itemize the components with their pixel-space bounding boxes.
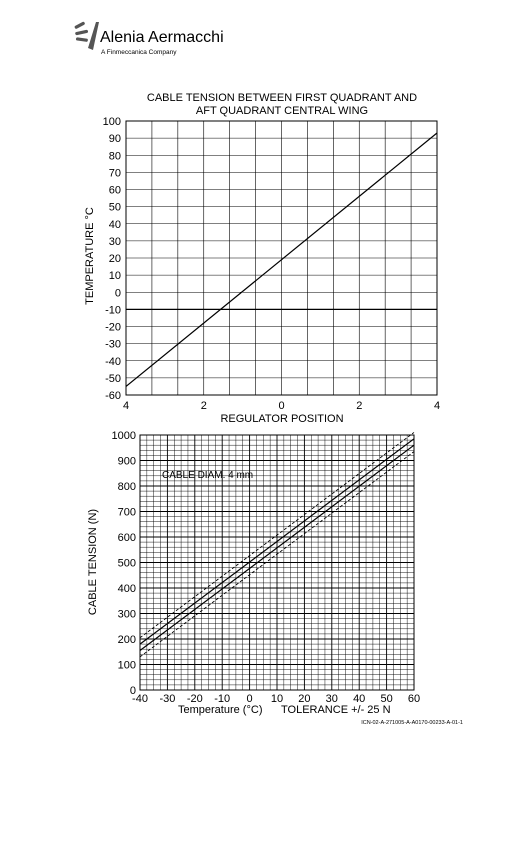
chart2-y-tick-label: 200: [117, 634, 136, 646]
chart2-x-tick-label: 20: [298, 693, 311, 705]
chart2-y-tick-label: 400: [117, 583, 136, 595]
chart2-x-tick-label: 0: [246, 693, 253, 705]
chart1-y-tick-label: 100: [102, 116, 121, 128]
chart1-y-tick-label: 80: [108, 150, 121, 163]
cable-tension-chart: [87, 430, 420, 716]
chart1-x-axis-label: REGULATOR POSITION: [220, 413, 344, 425]
chart2-y-tick-label: 800: [117, 481, 136, 493]
chart1-x-tick-label: 2: [200, 400, 207, 412]
chart1-y-tick-label: -40: [105, 355, 121, 368]
chart2-y-tick-label: 100: [117, 659, 136, 672]
chart1-x-tick-labels: [123, 400, 440, 412]
chart2-y-tick-label: 600: [117, 532, 136, 544]
chart2-x-tick-label: -20: [186, 693, 203, 705]
chart1-x-tick-label: 4: [433, 400, 441, 412]
chart2-y-tick-labels: [112, 430, 136, 697]
chart2-x-tick-label: -10: [214, 693, 231, 705]
chart2-cable-diam-annotation: CABLE DIAM. 4 mm: [162, 470, 254, 481]
chart1-y-tick-labels: [103, 116, 121, 402]
chart2-x-tick-label: 50: [380, 693, 393, 705]
chart1-y-tick-label: 90: [108, 133, 121, 146]
chart2-x-tick-label: 30: [325, 693, 338, 705]
chart2-y-tick-label: 700: [117, 506, 136, 519]
chart2-x-tick-label: 60: [407, 693, 421, 705]
chart1-x-tick-label: 4: [122, 400, 130, 412]
chart2-y-tick-label: 900: [117, 455, 136, 468]
chart2-y-tick-label: 500: [117, 557, 136, 570]
company-tagline: A Finmeccanica Company: [101, 49, 177, 56]
document-code: ICN-02-A-271005-A-A0170-00233-A-01-1: [361, 720, 463, 726]
chart1-y-tick-label: 30: [108, 235, 121, 248]
chart2-x-tick-label: -40: [132, 693, 148, 705]
chart1-y-tick-label: 20: [108, 253, 121, 265]
company-name: Alenia Aermacchi: [100, 29, 224, 46]
chart1-y-tick-label: -50: [105, 372, 121, 385]
chart1-y-tick-label: 40: [108, 218, 121, 231]
chart2-y-tick-label: 0: [129, 685, 136, 697]
chart1-title-line2: AFT QUADRANT CENTRAL WING: [195, 105, 369, 117]
chart1-x-tick-label: 0: [278, 400, 285, 412]
chart1-y-tick-label: -10: [105, 304, 121, 317]
chart1-x-tick-label: 2: [356, 400, 363, 412]
chart1-y-axis-label: TEMPERATURE °C: [84, 207, 96, 305]
chart1-y-tick-label: -30: [105, 338, 121, 351]
chart2-x-tick-label: 10: [270, 693, 284, 705]
chart2-y-axis-label: CABLE TENSION (N): [87, 508, 99, 616]
chart2-x-tick-label: 40: [353, 693, 366, 705]
chart2-y-tick-label: 1000: [111, 430, 136, 442]
chart1-y-tick-label: 70: [108, 167, 121, 180]
chart1-title-line1: CABLE TENSION BETWEEN FIRST QUADRANT AND: [146, 92, 418, 104]
chart1-grid: [126, 121, 437, 395]
temperature-regulator-chart: [84, 92, 440, 425]
chart1-y-tick-label: -20: [105, 321, 121, 334]
chart1-y-tick-label: -60: [105, 390, 121, 402]
chart1-y-tick-label: 50: [108, 201, 121, 214]
chart1-y-tick-label: 0: [114, 287, 121, 300]
chart1-y-tick-label: 10: [108, 270, 121, 283]
chart1-y-tick-label: 60: [108, 184, 121, 197]
chart2-x-tick-label: -30: [159, 693, 176, 705]
chart2-x-axis-label: Temperature (°C): [178, 704, 263, 716]
chart2-y-tick-label: 300: [117, 608, 136, 621]
chart2-tolerance-annotation: TOLERANCE +/- 25 N: [281, 704, 391, 716]
